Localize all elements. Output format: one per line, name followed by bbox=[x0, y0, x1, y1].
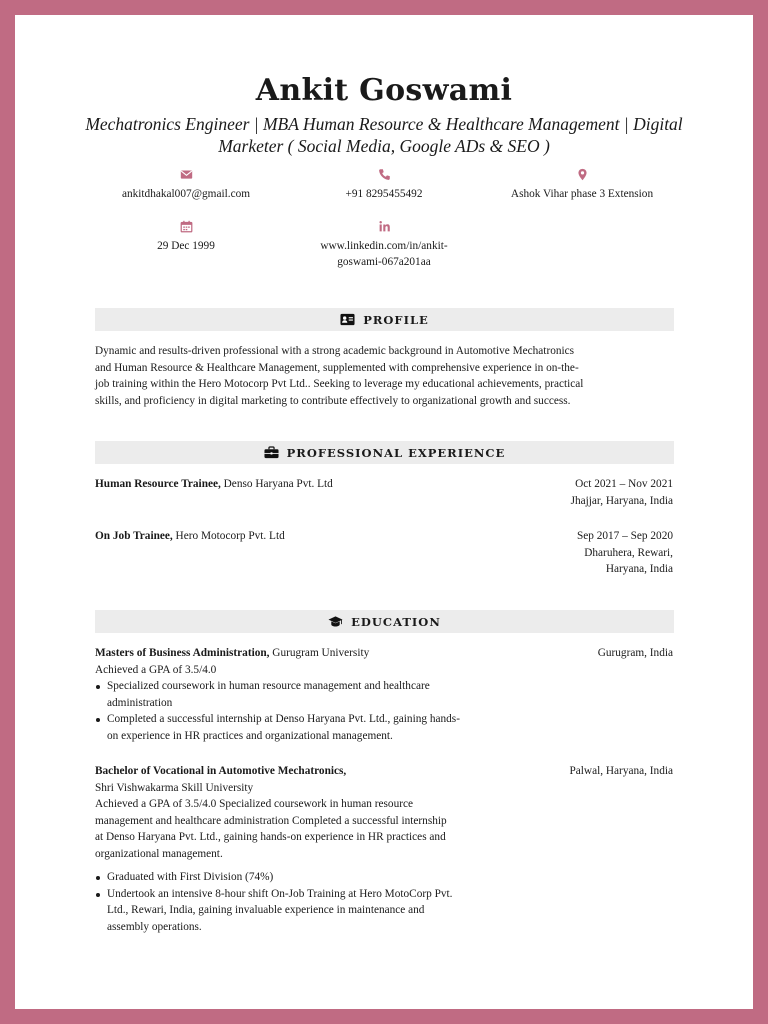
location-pin-icon bbox=[576, 168, 589, 181]
linkedin-icon bbox=[378, 220, 391, 233]
education-location bbox=[569, 763, 673, 780]
job-role: Human Resource Trainee, bbox=[95, 478, 221, 490]
school-name: Gurugram University bbox=[269, 647, 370, 659]
bullet-line: Completed a successful internship at Denso Haryana Pvt. Ltd., gaining hands- bbox=[107, 713, 460, 725]
education-bullet-list bbox=[95, 678, 547, 744]
contact-dob bbox=[71, 220, 301, 254]
phone-icon bbox=[378, 168, 391, 181]
education-section-header bbox=[95, 610, 674, 633]
contact-linkedin[interactable] bbox=[269, 220, 499, 270]
job-entry-meta bbox=[577, 528, 673, 578]
description-line: organizational management. bbox=[95, 847, 223, 860]
education-details bbox=[95, 780, 535, 863]
degree-name: Masters of Business Administration, bbox=[95, 647, 270, 659]
degree-name: Bachelor of Vocational in Automotive Mechatronics, bbox=[95, 765, 347, 777]
profile-line: and Human Resource & Healthcare Management, supplemented with comprehensive experience in on-the- bbox=[95, 361, 579, 374]
list-item bbox=[107, 869, 547, 886]
job-entry-title bbox=[95, 476, 333, 493]
bullet-line: administration bbox=[107, 696, 173, 709]
bullet-line: Graduated with First Division (74%) bbox=[107, 871, 274, 883]
list-item bbox=[107, 678, 547, 711]
job-company: Hero Motocorp Pvt. Ltd bbox=[172, 530, 285, 542]
briefcase-icon bbox=[264, 446, 279, 459]
education-heading: EDUCATION bbox=[351, 614, 441, 629]
profile-line: job training within the Hero Motocorp Pvt Ltd.. Seeking to leverage my educational achievements, practical bbox=[95, 378, 584, 390]
linkedin-text-line2: goswami-067a201aa bbox=[337, 256, 431, 268]
bullet-line: Ltd., Rewari, India, gaining invaluable experience in maintenance and bbox=[107, 904, 425, 916]
description-line: Achieved a GPA of 3.5/4.0 Specialized coursework in human resource bbox=[95, 798, 414, 810]
description-line: management and healthcare administration Completed a successful internship bbox=[95, 814, 447, 827]
email-text: ankitdhakal007@gmail.com bbox=[121, 188, 251, 200]
experience-section-header bbox=[95, 441, 674, 464]
profile-summary bbox=[95, 343, 675, 409]
id-card-icon bbox=[340, 313, 355, 326]
profile-heading: PROFILE bbox=[363, 312, 429, 327]
profile-line: Dynamic and results-driven professional with a strong academic background in Automotive Mechatronics bbox=[95, 345, 575, 357]
job-role: On Job Trainee, bbox=[95, 530, 173, 542]
list-item bbox=[107, 711, 547, 744]
education-entry-title bbox=[95, 645, 369, 662]
bullet-line: Specialized coursework in human resource management and healthcare bbox=[107, 680, 430, 692]
resume-page bbox=[15, 15, 753, 1009]
description-line: at Denso Haryana Pvt. Ltd., gaining hands-on experience in HR practices and bbox=[95, 831, 446, 843]
bullet-line: assembly operations. bbox=[107, 920, 202, 933]
bullet-line: on experience in HR practices and organizational management. bbox=[107, 729, 393, 742]
address-text: Ashok Vihar phase 3 Extension bbox=[510, 188, 654, 200]
contact-email[interactable] bbox=[71, 168, 301, 202]
linkedin-text-line1: www.linkedin.com/in/ankit- bbox=[320, 240, 448, 252]
job-entry-meta bbox=[571, 476, 673, 509]
job-entry-title bbox=[95, 528, 285, 545]
job-dates: Oct 2021 – Nov 2021 bbox=[575, 478, 673, 490]
job-location: Jhajjar, Haryana, India bbox=[570, 494, 673, 507]
job-location: Haryana, India bbox=[605, 563, 673, 575]
education-bullet-list bbox=[95, 869, 547, 935]
job-company: Denso Haryana Pvt. Ltd bbox=[220, 478, 333, 490]
job-location: Dharuhera, Rewari, bbox=[584, 546, 673, 559]
envelope-icon bbox=[180, 168, 193, 181]
graduation-cap-icon bbox=[328, 615, 343, 628]
dob-text: 29 Dec 1999 bbox=[157, 240, 215, 252]
list-item bbox=[107, 886, 547, 936]
experience-heading: PROFESSIONAL EXPERIENCE bbox=[286, 445, 506, 460]
education-gpa: Achieved a GPA of 3.5/4.0 bbox=[95, 663, 217, 676]
profile-line: skills, and proficiency in digital marketing to contribute effectively to organizational growth and success. bbox=[95, 394, 571, 407]
calendar-icon bbox=[180, 220, 193, 233]
candidate-name: Ankit Goswami bbox=[255, 73, 513, 108]
candidate-headline: Mechatronics Engineer | MBA Human Resource & Healthcare Management | Digital Marketer ( Social Media, Google ADs & SEO ) bbox=[85, 114, 683, 156]
education-entry-title bbox=[95, 763, 346, 780]
education-location-text: Palwal, Haryana, India bbox=[569, 765, 673, 777]
contact-address bbox=[467, 168, 697, 202]
bullet-line: Undertook an intensive 8-hour shift On-Job Training at Hero MotoCorp Pvt. bbox=[107, 887, 453, 900]
school-name: Shri Vishwakarma Skill University bbox=[95, 781, 254, 794]
education-location-text: Gurugram, India bbox=[597, 647, 673, 659]
profile-section-header bbox=[95, 308, 674, 331]
job-dates: Sep 2017 – Sep 2020 bbox=[576, 530, 673, 542]
contact-phone[interactable] bbox=[269, 168, 499, 202]
education-location bbox=[598, 645, 673, 662]
phone-text: +91 8295455492 bbox=[345, 188, 423, 200]
